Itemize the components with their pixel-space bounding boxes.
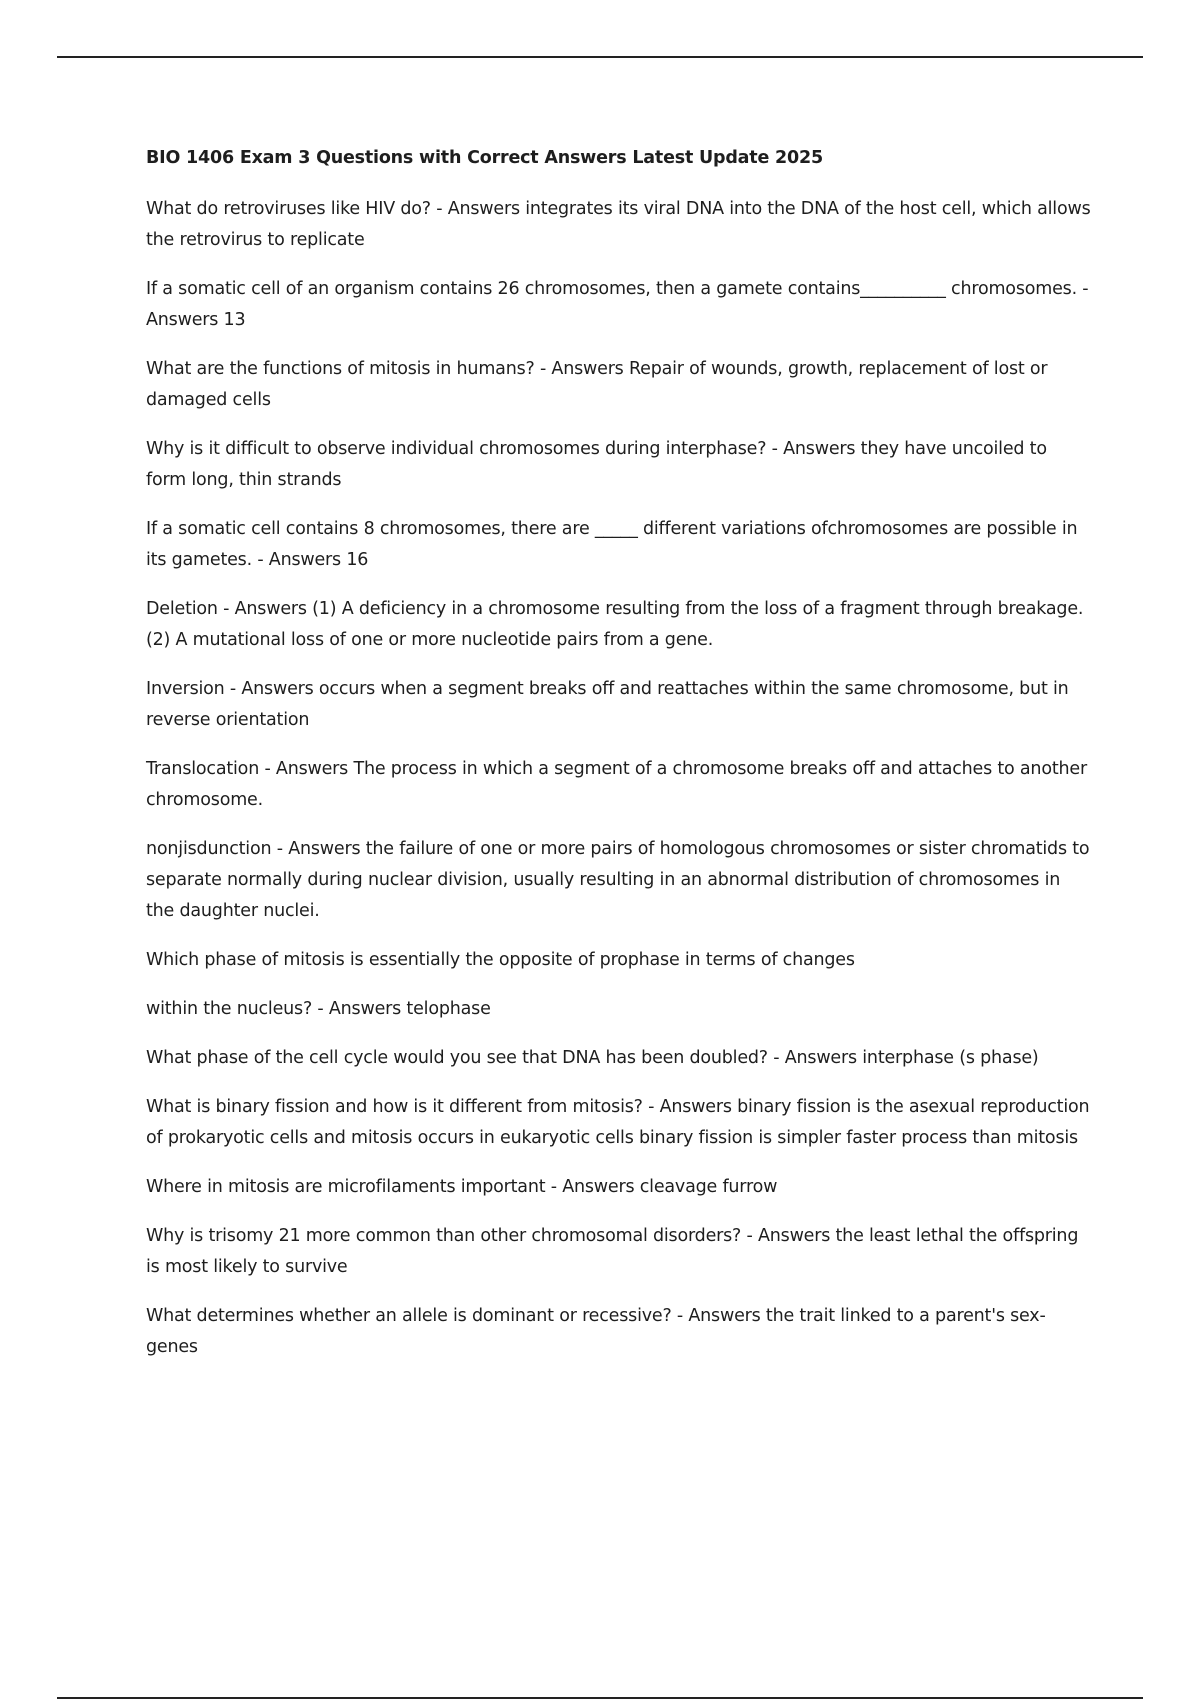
qa-entry: What is binary fission and how is it different from mitosis? - Answers binary fission is the asexual reproduction of prokaryotic cells and mitosis occurs in eukaryotic cells binary fission is simpler faster process than mitosis: [146, 1097, 1090, 1148]
qa-entry: Why is it difficult to observe individual chromosomes during interphase? - Answers they have uncoiled to form long, thin strands: [146, 439, 1047, 490]
qa-entry: If a somatic cell of an organism contains 26 chromosomes, then a gamete contains__________ chromosomes. - Answers 13: [146, 279, 1089, 330]
document-title: BIO 1406 Exam 3 Questions with Correct Answers Latest Update 2025: [146, 148, 823, 168]
qa-entry: If a somatic cell contains 8 chromosomes, there are _____ different variations ofchromosomes are possible in its gametes. - Answers 16: [146, 519, 1078, 570]
document-body: [146, 146, 1091, 1381]
qa-entry: Which phase of mitosis is essentially the opposite of prophase in terms of changes: [146, 950, 855, 970]
qa-entry: Deletion - Answers (1) A deficiency in a chromosome resulting from the loss of a fragment through breakage. (2) A mutational loss of one or more nucleotide pairs from a gene.: [146, 599, 1084, 650]
qa-entry: Inversion - Answers occurs when a segment breaks off and reattaches within the same chromosome, but in reverse orientation: [146, 679, 1069, 730]
qa-entry: What do retroviruses like HIV do? - Answers integrates its viral DNA into the DNA of the host cell, which allows the retrovirus to replicate: [146, 199, 1091, 250]
bottom-divider: [57, 1697, 1143, 1699]
qa-entry: Where in mitosis are microfilaments important - Answers cleavage furrow: [146, 1177, 778, 1197]
qa-entry: within the nucleus? - Answers telophase: [146, 999, 491, 1019]
qa-entry: nonjisdunction - Answers the failure of one or more pairs of homologous chromosomes or sister chromatids to separate normally during nuclear division, usually resulting in an abnormal distribution of chromosomes in the daughter nuclei.: [146, 839, 1090, 921]
top-divider: [57, 56, 1143, 58]
qa-entry: Why is trisomy 21 more common than other chromosomal disorders? - Answers the least lethal the offspring is most likely to survive: [146, 1226, 1079, 1277]
qa-entry: What determines whether an allele is dominant or recessive? - Answers the trait linked to a parent's sex-genes: [146, 1306, 1046, 1357]
qa-entry: What are the functions of mitosis in humans? - Answers Repair of wounds, growth, replacement of lost or damaged cells: [146, 359, 1048, 410]
qa-entry: Translocation - Answers The process in which a segment of a chromosome breaks off and attaches to another chromosome.: [146, 759, 1087, 810]
qa-entry: What phase of the cell cycle would you see that DNA has been doubled? - Answers interphase (s phase): [146, 1048, 1039, 1068]
